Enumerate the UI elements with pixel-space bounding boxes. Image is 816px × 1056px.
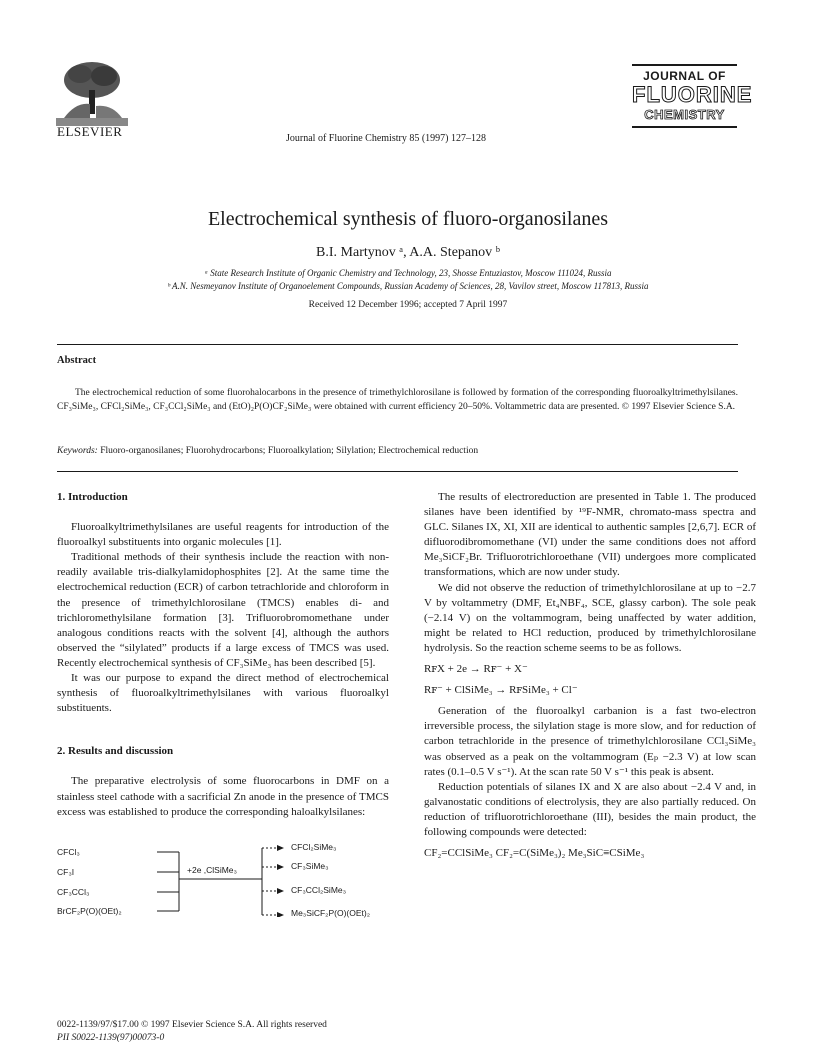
logo-line-1: JOURNAL OF <box>643 69 726 83</box>
keywords <box>57 446 738 456</box>
authors: B.I. Martynov ᵃ, A.A. Stepanov ᵇ <box>316 245 500 260</box>
abstract-text: The electrochemical reduction of some fluorohalocarbons in the presence of trimethylchlorosilane is followed by formation of the corresponding fluoroalkyltrimethylsilanes. CF₃SiMe₃, CFCl₂SiMe₃, CF₃CCl₂SiMe₃ and (EtO)₂P(O)CF₂SiMe₃ were obtained with current efficiency 20–50%. Voltammetric data are presented. © 1997 Elsevier Science S.A. <box>57 388 738 412</box>
results-paragraph-2: The results of electroreduction are presented in Table 1. The produced silanes have been identified by ¹⁹F-NMR, chromato-mass spectra and GLC. Silanes IX, XI, XII are identical to authentic samples [2,6,7]. ECR of difluorodibromomethane (VI) under the same conditions does not afford Me₃SiCF₂Br. Trifluorotrichloroethane (VII) undergoes more complicated transformations, which are now under study. <box>424 491 756 579</box>
reaction-conditions: +2e ,ClSiMe₃ <box>187 865 237 875</box>
results-paragraph-3: We did not observe the reduction of trimethylchlorosilane at up to −2.7 V by voltammetry (DMF, Et₄NBF₄, SCE, glassy carbon). The sole peak (−2.14 V) on the voltammogram, being unaffected by water addition, might be related to HCl reduction, produced by trimethylchlorosilane hydrolysis. So the reaction scheme seems to be as follows. <box>424 581 756 654</box>
abstract-heading: Abstract <box>57 355 97 366</box>
article-title: Electrochemical synthesis of fluoro-organosilanes <box>207 208 609 230</box>
keywords-list: Fluoro-organosilanes; Fluorohydrocarbons; Fluoroalkylation; Silylation; Electrochemical reduction <box>100 446 479 456</box>
reaction-scheme <box>57 842 397 918</box>
logo-rule-top <box>632 64 737 66</box>
reactant-3: CF₃CCl₃ <box>57 887 90 897</box>
reactant-2: CF₃I <box>57 867 75 877</box>
abstract-bottom-rule <box>57 471 738 472</box>
abstract-top-rule <box>57 344 738 345</box>
intro-paragraph-3: It was our purpose to expand the direct method of electrochemical synthesis of fluoroalkyltrimethylsilanes with various fluoroalkyl substituents. <box>57 672 389 715</box>
copyright-line: 0022-1139/97/$17.00 © 1997 Elsevier Science S.A. All rights reserved <box>57 1020 327 1030</box>
keywords-label: Keywords: <box>57 446 98 456</box>
product-2: CF₃SiMe₃ <box>291 861 329 871</box>
equation-1: RꜰX + 2e → Rꜰ⁻ + X⁻ <box>424 663 528 676</box>
logo-line-2: FLUORINE <box>632 82 753 107</box>
right-column <box>424 490 756 861</box>
logo-line-3: CHEMISTRY <box>644 107 725 122</box>
product-1: CFCl₂SiMe₃ <box>291 842 337 852</box>
results-paragraph-1: The preparative electrolysis of some fluorocarbons in DMF on a stainless steel cathode with a sacrificial Zn anode in the presence of TMCS excess was established to produce the corresponding haloalkylsilanes: <box>57 775 389 818</box>
affiliation-b: ᵇ A.N. Nesmeyanov Institute of Organoelement Compounds, Russian Academy of Sciences, 28, Vavilov street, Moscow 117813, Russia <box>167 281 649 291</box>
affiliation-a: ᵃ State Research Institute of Organic Chemistry and Technology, 23, Shosse Entuziastov, Moscow 111024, Russia <box>204 268 612 278</box>
intro-paragraph-1: Fluoroalkyltrimethylsilanes are useful reagents for introduction of the fluoroalkyl substituents into organic molecules [1]. <box>57 521 389 549</box>
left-column <box>57 490 389 820</box>
elsevier-tree-logo <box>56 58 128 126</box>
reactant-1: CFCl₃ <box>57 847 80 857</box>
received-dates: Received 12 December 1996; accepted 7 April 1997 <box>308 300 508 310</box>
journal-logo <box>632 64 753 128</box>
reactant-4: BrCF₂P(O)(OEt)₂ <box>57 906 122 916</box>
equation-2: Rꜰ⁻ + ClSiMe₃ → RꜰSiMe₃ + Cl⁻ <box>424 684 578 697</box>
publisher-name: ELSEVIER <box>57 124 123 139</box>
results-paragraph-5: Reduction potentials of silanes IX and X are also about −2.4 V and, in galvanostatic conditions of electrolysis, they are also partially reduced. On reduction of trifluorotrichloroethane (III), besides the main product, the following compounds were detected: <box>424 780 756 838</box>
intro-paragraph-2: Traditional methods of their synthesis include the reaction with non-readily available tris-dialkylamidophosphites [2]. At the same time the electrochemical reduction (ECR) of carbon tetrachloride and chloroform in the presence of trimethylchlorosilane (TMCS) enables di- and trichloromethylsilane formation [3]. Trifluorobromomethane under analogous conditions reacts with the solvent [4], although the authors observed the “silylated” products if a large excess of TMCS was used. Recently electrochemical synthesis of CF₃SiMe₃ has been described [5]. <box>57 551 389 669</box>
pii-line: PII S0022-1139(97)00073-0 <box>57 1033 165 1043</box>
product-3: CF₃CCl₂SiMe₃ <box>291 885 347 895</box>
copyright-footnote <box>57 1019 327 1045</box>
product-4: Me₃SiCF₂P(O)(OEt)₂ <box>291 908 371 918</box>
section-heading-introduction: 1. Introduction <box>57 491 128 503</box>
logo-rule-bottom <box>632 126 737 128</box>
journal-citation: Journal of Fluorine Chemistry 85 (1997) 127–128 <box>286 133 486 144</box>
scheme-arrows <box>57 845 397 917</box>
section-heading-results: 2. Results and discussion <box>57 745 174 758</box>
equation-3: CF₂=CClSiMe₃ CF₂=C(SiMe₃)₂ Me₃SiC≡CSiMe₃ <box>424 847 645 860</box>
results-paragraph-4: Generation of the fluoroalkyl carbanion is a fast two-electron irreversible process, the silylation stage is more slow, and for reduction of carbon tetrachloride in the presence of trimethylchlorosilane CCl₃SiMe₃ was observed as a peak on the voltammogram (Eₚ −2.3 V) at low scan rates (0.1–0.5 V s⁻¹). At the scan rate 50 V s⁻¹ this peak is absent. <box>424 705 756 778</box>
